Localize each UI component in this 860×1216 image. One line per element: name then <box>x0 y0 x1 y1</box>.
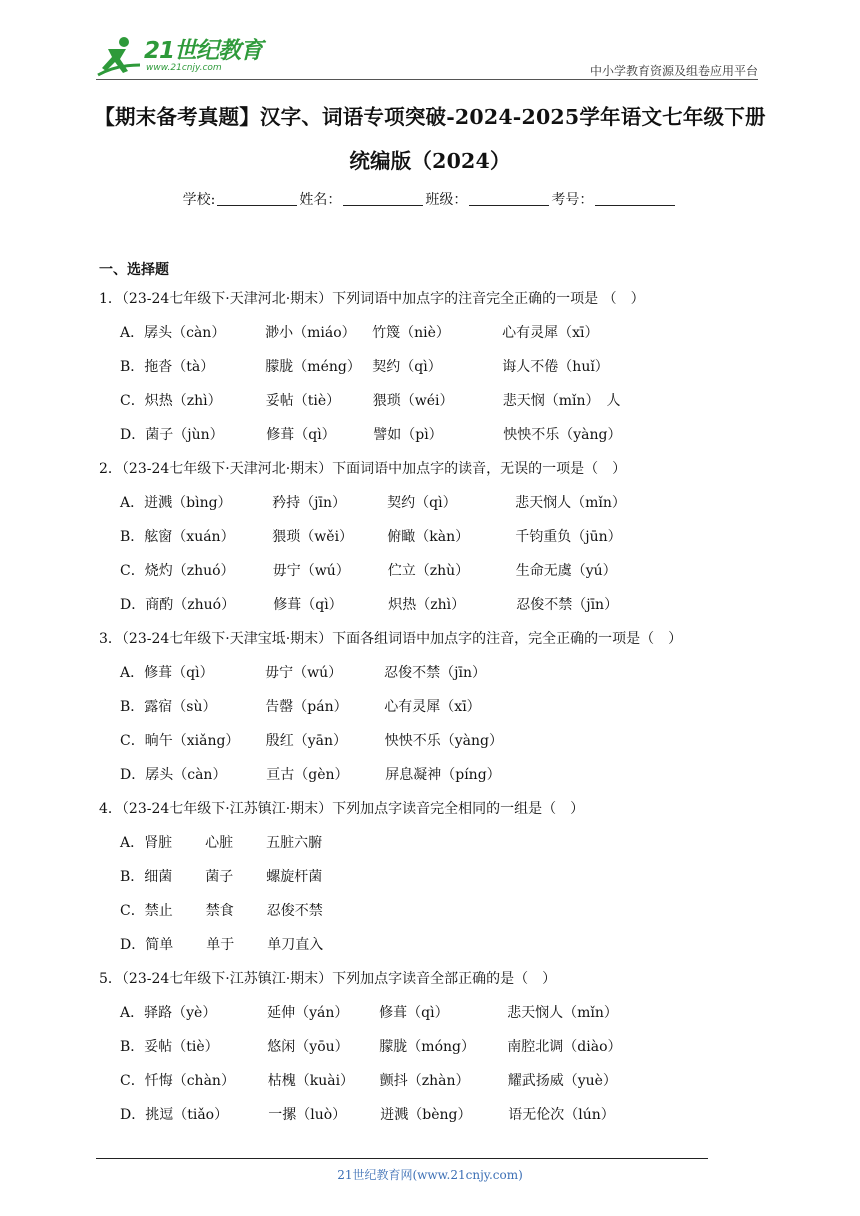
option-term: 单刀直入 <box>267 937 324 953</box>
option-letter: B． <box>120 1039 145 1055</box>
option-term: 俯瞰（kàn） <box>387 529 470 545</box>
option-letter: D． <box>120 937 146 953</box>
class-blank[interactable] <box>469 193 549 206</box>
option-term: 诲人不倦（huǐ） <box>502 359 609 375</box>
option-term: 修葺（qì） <box>273 597 343 613</box>
answer-option[interactable] <box>99 486 761 520</box>
option-term: 南腔北调（diào） <box>507 1039 622 1055</box>
question-item <box>99 962 761 1132</box>
answer-option[interactable] <box>99 928 761 962</box>
option-term: 心有灵犀（xī） <box>502 325 599 341</box>
option-term: 修葺（qì） <box>144 665 214 681</box>
option-term: 譬如（pì） <box>373 427 443 443</box>
option-letter: C． <box>120 903 145 919</box>
option-term: 猥琐（wěi） <box>272 529 354 545</box>
answer-option[interactable] <box>99 520 761 554</box>
option-term: 延伸（yán） <box>267 1005 349 1021</box>
answer-option[interactable] <box>99 758 761 792</box>
option-term: 露宿（sù） <box>144 699 217 715</box>
option-term: 舷窗（xuán） <box>144 529 235 545</box>
option-term: 悲天悯人（mǐn） <box>515 495 626 511</box>
option-term: 忍俊不禁（jīn） <box>384 665 486 681</box>
option-term: 竹篾（niè） <box>372 325 450 341</box>
option-term: 肾脏 <box>144 835 173 851</box>
option-term: 禁止 <box>144 903 173 919</box>
option-letter: C． <box>120 733 145 749</box>
question-item <box>99 452 761 622</box>
answer-option[interactable] <box>99 384 761 418</box>
question-stem: 2．（23-24七年级下·天津河北·期末）下面词语中加点字的读音，无误的一项是（ ） <box>99 461 627 477</box>
school-blank[interactable] <box>217 193 297 206</box>
option-term: 怏怏不乐（yàng） <box>384 733 503 749</box>
option-term: 猥琐（wéi） <box>372 393 454 409</box>
option-term: 朦胧（móng） <box>379 1039 475 1055</box>
footer-divider <box>96 1158 708 1159</box>
option-term: 禁食 <box>205 903 234 919</box>
option-term: 驿路（yè） <box>144 1005 217 1021</box>
option-term: 修葺（qì） <box>266 427 336 443</box>
exam-number-label: 考号： <box>551 192 594 208</box>
option-term: 炽热（zhì） <box>144 393 222 409</box>
option-term: 商酌（zhuó） <box>145 597 236 613</box>
option-term: 朦胧（méng） <box>265 359 361 375</box>
answer-option[interactable] <box>99 860 761 894</box>
option-term: 契约（qì） <box>387 495 457 511</box>
option-term: 悠闲（yōu） <box>267 1039 349 1055</box>
option-term: 忍俊不禁（jīn） <box>516 597 619 613</box>
option-term: 简单 <box>145 937 174 953</box>
header-divider <box>96 79 758 80</box>
option-term: 单于 <box>206 937 235 953</box>
answer-option[interactable] <box>99 996 761 1030</box>
question-item <box>99 622 761 792</box>
option-term: 细菌 <box>144 869 173 885</box>
option-term: 一摞（luò） <box>268 1107 347 1123</box>
option-term: 毋宁（wú） <box>265 665 343 681</box>
option-term: 屏息凝神（píng） <box>385 767 501 783</box>
answer-option[interactable] <box>99 724 761 758</box>
option-term: 悲天悯（mǐn） 人 <box>502 393 621 409</box>
option-term: 悲天悯人（mǐn） <box>507 1005 618 1021</box>
answer-option[interactable] <box>99 350 761 384</box>
option-letter: D． <box>120 597 146 613</box>
question-item <box>99 792 761 962</box>
option-term: 妥帖（tiè） <box>265 393 341 409</box>
runner-logo-icon <box>96 35 142 77</box>
option-letter: A． <box>120 495 145 511</box>
option-term: 挑逗（tiǎo） <box>145 1107 229 1123</box>
option-term: 迸溅（bèng） <box>380 1107 472 1123</box>
option-term: 殷红（yān） <box>265 733 347 749</box>
answer-option[interactable] <box>99 554 761 588</box>
option-term: 孱头（càn） <box>144 325 226 341</box>
name-blank[interactable] <box>343 193 423 206</box>
answer-option[interactable] <box>99 826 761 860</box>
option-term: 忏悔（chàn） <box>144 1073 235 1089</box>
platform-name: 中小学教育资源及组卷应用平台 <box>589 64 758 78</box>
class-label: 班级： <box>425 192 468 208</box>
question-list <box>99 282 761 1132</box>
footer-text: 21世纪教育网(www.21cnjy.com) <box>337 1168 523 1182</box>
answer-option[interactable] <box>99 690 761 724</box>
option-term: 告罄（pán） <box>265 699 348 715</box>
option-letter: D． <box>120 427 146 443</box>
option-letter: A． <box>120 665 145 681</box>
question-stem: 4．（23-24七年级下·江苏镇江·期末）下列加点字读音完全相同的一组是（ ） <box>99 801 585 817</box>
option-term: 颤抖（zhàn） <box>379 1073 470 1089</box>
logo <box>96 34 262 78</box>
question-stem: 5．（23-24七年级下·江苏镇江·期末）下列加点字读音全部正确的是（ ） <box>99 971 557 987</box>
option-letter: C． <box>120 393 145 409</box>
option-letter: C． <box>120 1073 145 1089</box>
option-term: 修葺（qì） <box>379 1005 449 1021</box>
option-term: 契约（qì） <box>372 359 442 375</box>
option-term: 枯槐（kuài） <box>267 1073 355 1089</box>
option-term: 五脏六腑 <box>266 835 323 851</box>
option-term: 语无伦次（lún） <box>508 1107 615 1123</box>
option-letter: B． <box>120 529 145 545</box>
logo-url: www.21cnjy.com <box>146 63 222 73</box>
document-title: 【期末备考真题】汉字、词语专项突破-2024-2025学年语文七年级下册统编版（2024） <box>94 105 766 173</box>
option-letter: B． <box>120 869 145 885</box>
answer-option[interactable] <box>99 1064 761 1098</box>
page-header <box>96 34 758 82</box>
option-term: 炽热（zhì） <box>388 597 466 613</box>
answer-option[interactable] <box>99 1098 761 1132</box>
option-term: 忍俊不禁 <box>266 903 323 919</box>
option-term: 亘古（gèn） <box>266 767 349 783</box>
question-item <box>99 282 761 452</box>
option-term: 千钧重负（jūn） <box>515 529 622 545</box>
option-letter: A． <box>120 835 145 851</box>
student-info-line <box>0 189 860 209</box>
name-label: 姓名： <box>299 192 342 208</box>
answer-option[interactable] <box>99 588 761 622</box>
option-term: 生命无虞（yú） <box>515 563 617 579</box>
option-letter: B． <box>120 359 145 375</box>
option-letter: B． <box>120 699 145 715</box>
option-term: 毋宁（wú） <box>272 563 350 579</box>
option-term: 烧灼（zhuó） <box>144 563 235 579</box>
option-term: 螺旋杆菌 <box>266 869 323 885</box>
option-term: 心有灵犀（xī） <box>384 699 481 715</box>
option-term: 迸溅（bìng） <box>144 495 232 511</box>
option-letter: A． <box>120 325 145 341</box>
option-term: 伫立（zhù） <box>387 563 470 579</box>
answer-option[interactable] <box>99 656 761 690</box>
option-term: 晌午（xiǎng） <box>144 733 240 749</box>
answer-option[interactable] <box>99 1030 761 1064</box>
option-term: 渺小（miáo） <box>265 325 356 341</box>
section-title: 一、选择题 <box>99 262 169 278</box>
answer-option[interactable] <box>99 316 761 350</box>
option-letter: C． <box>120 563 145 579</box>
question-stem: 3．（23-24七年级下·天津宝坻·期末）下面各组词语中加点字的注音，完全正确的一项是（ ） <box>99 631 683 647</box>
option-term: 妥帖（tiè） <box>144 1039 219 1055</box>
exam-number-blank[interactable] <box>595 193 675 206</box>
answer-option[interactable] <box>99 894 761 928</box>
answer-option[interactable] <box>99 418 761 452</box>
option-term: 菌子 <box>205 869 234 885</box>
option-term: 怏怏不乐（yàng） <box>503 427 622 443</box>
logo-main-text: 21世纪教育 <box>144 38 263 64</box>
option-term: 孱头（càn） <box>145 767 227 783</box>
option-letter: D． <box>120 1107 146 1123</box>
option-term: 矜持（jīn） <box>272 495 346 511</box>
option-letter: D． <box>120 767 146 783</box>
option-term: 心脏 <box>205 835 234 851</box>
option-letter: A． <box>120 1005 145 1021</box>
option-term: 菌子（jùn） <box>145 427 224 443</box>
option-term: 耀武扬威（yuè） <box>507 1073 617 1089</box>
option-term: 拖沓（tà） <box>144 359 215 375</box>
question-stem: 1．（23-24七年级下·天津河北·期末）下列词语中加点字的注音完全正确的一项是 （ ） <box>99 291 645 307</box>
school-label: 学校: <box>182 192 216 208</box>
